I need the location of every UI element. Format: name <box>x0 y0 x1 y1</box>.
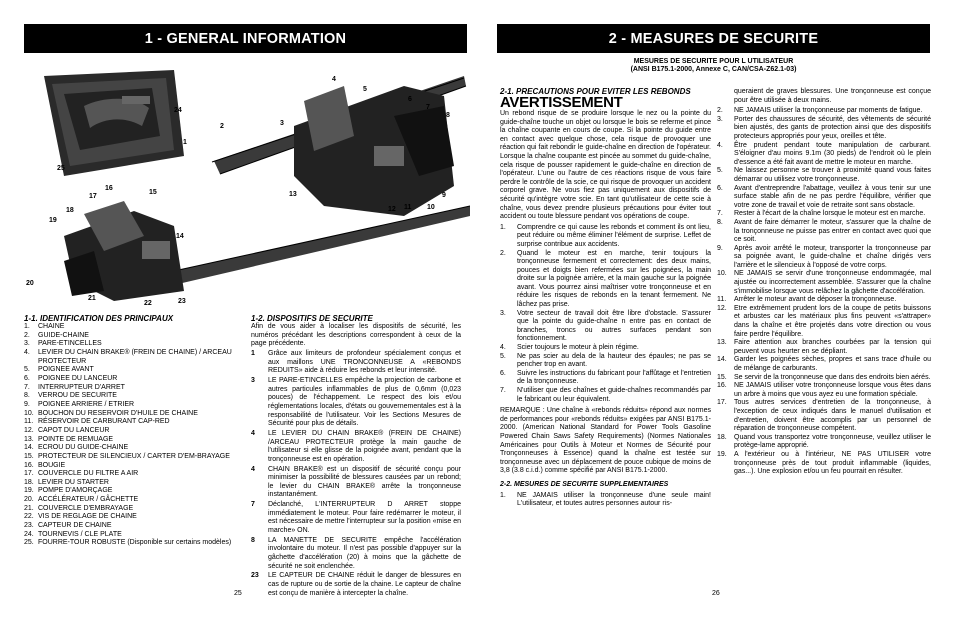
supplementary-item <box>717 374 931 383</box>
section-banner-measures-securite: 2 - MEASURES DE SECURITE <box>497 24 930 53</box>
callout-22: 22 <box>144 300 152 307</box>
callout-19: 19 <box>49 217 57 224</box>
item-number: 3. <box>24 340 30 348</box>
item-label: TOURNEVIS / CLE PLATE <box>38 530 122 538</box>
item-label: PARE-ETINCELLES <box>38 340 102 348</box>
device-number: 8 <box>251 536 255 544</box>
supplementary-number: 11. <box>717 296 727 304</box>
callout-25: 25 <box>57 165 65 172</box>
item-label: VERROU DE SECURITE <box>38 392 117 400</box>
item-number: 23. <box>24 522 34 530</box>
item-label: PROTECTEUR DE SILENCIEUX / CARTER D'EM-BRAYAGE <box>38 452 230 460</box>
supplementary-text: Après avoir arrêté le moteur, transporter la tronçonneuse par sa poignée avant, le guide-chaîne et chaîne dirigés vers l'arrière et le silencieux à l'opposé de votre corps. <box>734 244 931 269</box>
identification-item <box>24 349 234 366</box>
right-column-2 <box>717 88 931 477</box>
item-number: 16. <box>24 461 34 469</box>
identification-item <box>24 513 234 522</box>
callout-17: 17 <box>89 193 97 200</box>
supplementary-text: Tous autres services d'entretien de la tronçonneuse, à l'exception de ceux indiqués dans le manuel d'utilisation et d'entretien, doivent être accomplis par un personnel de réparation de tronçonneuse compétent. <box>734 399 931 433</box>
supplementary-item <box>717 296 931 305</box>
supplementary-text: Garder les poignées sèches, propres et sans trace d'huile ou de mélange de carburants. <box>734 356 931 372</box>
large-chainsaw-illustration <box>212 76 466 216</box>
supplementary-number: 4. <box>717 141 723 149</box>
callout-6: 6 <box>408 96 412 103</box>
supplementary-number: 18. <box>717 433 727 441</box>
item-label: LEVIER DU STARTER <box>38 478 109 486</box>
subtitle-line-1: MESURES DE SECURITE POUR L UTILISATEUR <box>633 58 794 65</box>
supplementary-item <box>717 219 931 245</box>
callout-13: 13 <box>289 191 297 198</box>
identification-item <box>24 418 234 427</box>
remarque-note: REMARQUE : Une chaîne à «rebonds réduits» répond aux normes de performances pour «rebonds réduits» exigées par ANSI B175.1-2000. (American National Standard for Power Tools Gasoline Powered Chain Saws Safety Requirements) (Normes Nationales Américaines pour Outils à Moteur et Normes de Sécurité pour Tronçonneuses à Essence) quand la chaîne est testée sur tronçonneuse avec un déplacement de pouce cubique de moins de 3,8 (3.8 c.i.d.) comme spécifié par ANSI B175.1-2000. <box>500 407 711 475</box>
callout-24: 24 <box>174 107 182 114</box>
identification-item <box>24 427 234 436</box>
item-label: COUVERCLE D'EMBRAYAGE <box>38 504 134 512</box>
identification-item <box>24 479 234 488</box>
item-number: 5. <box>24 366 30 374</box>
item-number: 20. <box>24 496 34 504</box>
identification-item <box>24 531 234 540</box>
item-label: POIGNEE AVANT <box>38 366 94 374</box>
supplementary-number: 6. <box>717 184 723 192</box>
warning-heading: AVERTISSEMENT <box>500 94 623 111</box>
item-label: POMPE D'AMORÇAGE <box>38 487 113 495</box>
precaution-item <box>500 344 711 353</box>
safety-device-item <box>251 537 461 572</box>
precaution-number: 7. <box>500 387 506 394</box>
supplementary-number: 13. <box>717 339 727 347</box>
supplementary-item <box>717 399 931 433</box>
device-number: 3 <box>251 376 255 384</box>
item-label: POINTE DE REMUAGE <box>38 435 114 443</box>
item-label: POIGNEE ARRIERE / ETRIER <box>38 400 135 408</box>
device-description: Grâce aux limiteurs de profondeur spécialement conçus et aux maillons UNE TRONCONNEUSE A «REBONDS REDUITS» aide à réduire les rebonds et leur intensité. <box>268 349 461 375</box>
device-number: 4 <box>251 429 255 437</box>
supplementary-number: 16. <box>717 382 727 390</box>
carrying-case-illustration <box>44 70 184 176</box>
precaution-number: 2. <box>500 249 506 257</box>
item-label: BOUGIE <box>38 461 66 469</box>
callout-11: 11 <box>404 204 412 211</box>
supplementary-heading: 2-2. MESURES DE SECURITE SUPPLEMENTAIRES <box>500 480 669 488</box>
supplementary-text: Etre extrêmement prudent lors de la coupe de petits buissons et arbustes car les matériaux plus fins peuvent «s'attraper» dans la chaîne et être projetés dans votre direction ou vous faire perdre l'équilibre. <box>734 304 931 338</box>
supplementary-number: 15. <box>717 373 727 381</box>
identification-item <box>24 505 234 514</box>
callout-23: 23 <box>178 298 186 305</box>
callout-16: 16 <box>105 185 113 192</box>
device-description: LE PARE-ETINCELLES empêche la projection de carbone et autres particules inflammables de plus de 0,6mm (0,023 pouces) de l'échappement. Le respect des lois et/ou réglementations locales, d'états ou gouvernementales est à la responsabilité de l'utilisateur. Voir les Sections Mesures de Sécurité pour plus de détails. <box>268 376 461 428</box>
item-label: CAPTEUR DE CHAINE <box>38 522 112 530</box>
precaution-item <box>500 353 711 370</box>
identification-item <box>24 401 234 410</box>
callout-3: 3 <box>280 120 284 127</box>
supplementary-number: 10. <box>717 270 727 278</box>
item-label: LEVIER DU CHAIN BRAKE® (FREIN DE CHAINE) / ARCEAU PROTECTEUR <box>38 348 232 365</box>
safety-device-item <box>251 572 461 598</box>
right-column-1 <box>500 88 711 509</box>
supplementary-text: A l'extérieur ou à l'intérieur, NE PAS UTILISER votre tronçonneuse près de tout produit inflammable (liquides, gas...). Une explosion et/ou un feu pourrait en résulter. <box>734 450 931 476</box>
supplementary-item <box>717 339 931 356</box>
supplementary-text: NE JAMAIS utiliser votre tronçonneuse lorsque vous êtes dans un arbre à moins que vous ayez eu une formation spéciale. <box>734 382 931 398</box>
item-label: CAPOT DU LANCEUR <box>38 426 110 434</box>
safety-device-item <box>251 430 461 465</box>
supplementary-text: Avant de faire démarrer le moteur, s'assurer que la chaîne de la tronçonneuse ne puisse pas entrer en contact avec quoi que ce soit. <box>734 218 931 244</box>
supplementary-item <box>717 451 931 477</box>
precaution-text: Suivre les instructions du fabricant pour l'affûtage et l'entretien de la tronçonneuse. <box>517 369 711 386</box>
callout-21: 21 <box>88 295 96 302</box>
identification-item <box>24 462 234 471</box>
callout-5: 5 <box>363 86 367 93</box>
identification-item <box>24 323 234 332</box>
item-number: 24. <box>24 530 34 538</box>
callout-20: 20 <box>26 280 34 287</box>
identification-heading: 1-1. IDENTIFICATION DES PRINCIPAUX <box>24 314 174 323</box>
precaution-text: Votre secteur de travail doit être libre d'obstacle. S'assurer que la pointe du guide-chaîne n entre pas en contact de branches, troncs ou autres surfaces pendant son fonctionnement. <box>517 309 711 343</box>
identification-item <box>24 375 234 384</box>
callout-8: 8 <box>446 112 450 119</box>
device-description: LA MANETTE DE SECURITE empêche l'accélération involontaire du moteur. Il n'est pas possible d'appuyer sur la gâchette d'accélération (20) à moins que la gâchette de sécurité ne soit enclenchée. <box>268 536 461 570</box>
supplementary-item <box>717 356 931 373</box>
safety-device-item <box>251 350 461 376</box>
subtitle-line-2: (ANSI B175.1-2000, Annexe C, CAN/CSA-Z62.1-03) <box>630 66 797 73</box>
precaution-item <box>500 370 711 387</box>
item-label: CHAINE <box>38 323 65 330</box>
item-label: ECROU DU GUIDE-CHAINE <box>38 444 129 452</box>
identification-item <box>24 539 234 548</box>
item-label: COUVERCLE DU FILTRE A AIR <box>38 470 139 478</box>
item-number: 8. <box>24 392 30 400</box>
chainsaw-diagram <box>24 66 470 310</box>
supplementary-item <box>717 116 931 142</box>
supplementary-item <box>717 107 931 116</box>
precaution-number: 6. <box>500 369 506 377</box>
identification-item <box>24 487 234 496</box>
item-number: 17. <box>24 470 34 478</box>
supplementary-item: 1. NE JAMAIS utiliser la tronçonneuse d'une seule main! L'utilisateur, et toutes autres personnes autour ris- <box>500 491 711 508</box>
precaution-text: Ne pas scier au dela de la hauteur des épaules; ne pas se pencher trop en avant. <box>517 352 711 369</box>
identification-item <box>24 332 234 341</box>
callout-9: 9 <box>442 192 446 199</box>
supplementary-text: NE JAMAIS se servir d'une tronçonneuse endommagée, mal ajustée ou incorrectement assemblée. S'assurer que la chaîne s'immobilise lorsque vous relâchez la gâchette d'accélération. <box>734 270 931 295</box>
callout-10: 10 <box>427 204 435 211</box>
small-chainsaw-illustration <box>64 201 470 301</box>
precaution-number: 5. <box>500 352 506 360</box>
identification-item <box>24 444 234 453</box>
device-number: 7 <box>251 501 255 509</box>
supplementary-text: Se servir de la tronçonneuse que dans des endroits bien aérés. <box>734 373 931 381</box>
device-number: 1 <box>251 349 255 357</box>
supplementary-text: Ne laissez personne se trouver à proximité quand vous faites démarrar ou utilisez votre tronçonneuse. <box>734 167 931 183</box>
precaution-number: 3. <box>500 309 506 317</box>
precaution-item <box>500 387 711 404</box>
precaution-number: 4. <box>500 344 506 352</box>
safety-device-item <box>251 501 461 536</box>
identification-item <box>24 392 234 401</box>
identification-item <box>24 366 234 375</box>
section-banner-general-information: 1 - GENERAL INFORMATION <box>24 24 467 53</box>
item-number: 13. <box>24 435 34 443</box>
supplementary-text: Être prudent pendant toute manipulation de carburant. S'éloigner d'au moins 9.1m (30 pieds) de l'endroit où le plein d'essence a été fait avant de mettre le moteur en marche. <box>734 141 931 166</box>
callout-7: 7 <box>426 104 430 111</box>
supplementary-number: 14. <box>717 356 727 364</box>
supplementary-number: 7. <box>717 210 723 218</box>
supplementary-item <box>717 210 931 219</box>
device-description: LE LEVIER DU CHAIN BRAKE® (FREIN DE CHAINE) /ARCEAU PROTECTEUR protège la main gauche de l'utilisateur si elle glisse de la poignée avant, pendant que la tronçonneuse est en opération. <box>268 429 461 463</box>
item-number: 2. <box>24 331 30 339</box>
safety-device-item <box>251 377 461 429</box>
precaution-text: Scier toujours le moteur à plein régime. <box>517 344 639 352</box>
supplementary-text: Avant d'entreprendre l'abattage, veuillez à vous tenir sur une surface stable afin de ne pas perdre l'équilibre, vérifier que votre zone de travail et voie de retraite sont sans obstacle. <box>734 184 931 209</box>
page-number-right: 26 <box>712 590 720 597</box>
callout-14: 14 <box>176 233 184 240</box>
safety-devices-block <box>251 323 461 598</box>
device-description: CHAIN BRAKE® est un dispositif de sécurité conçu pour minimiser la possibilité de blessures causées par un rebond; le levier du CHAIN BRAKE® arrête la tronçonneuse instantanément. <box>268 465 461 499</box>
supplementary-number: 8. <box>717 218 723 226</box>
item-number: 21. <box>24 504 34 512</box>
callout-12: 12 <box>388 206 396 213</box>
supplementary-text: Arrêter le moteur avant de déposer la tronçonneuse. <box>734 296 897 304</box>
supplementary-item <box>717 434 931 451</box>
item-number: 12. <box>24 426 34 434</box>
item-number: 25. <box>24 539 34 547</box>
supplementary-item <box>717 167 931 184</box>
subtitle-block <box>497 58 930 74</box>
continued-paragraph: queraient de graves blessures. Une tronçonneuse est conçue pour être utilisée à deux mains. <box>734 88 931 104</box>
precaution-item <box>500 224 711 250</box>
supplementary-number: 2. <box>717 107 723 115</box>
item-label: FOURRE-TOUR ROBUSTE (Disponible sur certains modèles) <box>38 539 232 547</box>
kickback-intro: Un rebond risque de se produire lorsque le nez ou la pointe du guide-chaîne touche un objet ou lorsque le bois se referme et pince la chaîne coupante en cours de coupe. Si la pointe du guide entre en contact avec quelque chose, cela risque de provoquer une réaction qui fait rebondir le guide-chaîne en direction de l'opérateur. Lorsque la chaîne coupante est pincée au sommet du guide-chaîne, cela risque de pousser rapidement le guide-chaîne en direction de l'opérateur. L'une ou l'autre de ces réactions risque de vous faire perdre le contrôle de la scie, ce qui risque de provoquer un accident corporel grave. Ne vous fiez pas uniquement aux dispositifs de sécurité qu'intègre votre scie. En tant qu'utilisateur de cette scie à chaîne, vous devez prendre plusieurs précautions pour éviter tout accident ou toute blessure pendant vos opérations de coupe. <box>500 110 711 221</box>
item-number: 22. <box>24 513 34 521</box>
item-number: 1. <box>24 323 30 330</box>
device-number: 4 <box>251 465 255 473</box>
callout-18: 18 <box>66 207 74 214</box>
identification-list <box>24 323 234 548</box>
supplementary-text: Porter des chaussures de sécurité, des vêtements de sécurité bien ajustés, des gants de protection ainsi que des dispositifs protecteurs appropriés pour yeux, oreilles et tête. <box>734 115 931 140</box>
precaution-text: Comprendre ce qui cause les rebonds et comment ils ont lieu, peut réduire ou même éliminer l'élément de surprise. Leffet de surprise contribue aux accidents. <box>517 223 711 248</box>
supplementary-number: 9. <box>717 244 723 252</box>
supplementary-item <box>717 142 931 168</box>
item-number: 15. <box>24 452 34 460</box>
supplementary-text: Rester à l'écart de la chaîne lorsque le moteur est en marche. <box>734 210 926 218</box>
supplementary-item <box>717 185 931 211</box>
device-description: Déclanché, L'INTERRUPTEUR D ARRET stoppe immédiatement le moteur. Pour faire redémarrer le moteur, il est nécessaire de mettre l'interrupteur sur la position «mise en marche» ON. <box>268 501 461 535</box>
supplementary-number: 3. <box>717 115 723 123</box>
precaution-item <box>500 250 711 310</box>
precaution-item <box>500 310 711 344</box>
callout-1: 1 <box>183 139 187 146</box>
callout-15: 15 <box>149 189 157 196</box>
item-number: 19. <box>24 487 34 495</box>
safety-devices-intro: Afin de vous aider à localiser les dispositifs de sécurité, les numéros précédant les descriptions correspondent à ceux de la page précédente. <box>251 323 461 348</box>
item-label: ACCÉLÉRATEUR / GÂCHETTE <box>38 496 139 504</box>
kickback-heading: 2-1. PRECAUTIONS POUR EVITER LES REBONDS <box>500 87 691 96</box>
supplementary-item <box>717 305 931 339</box>
item-number: 14. <box>24 444 34 452</box>
precaution-text: N'utiliser que des chaînes et guide-chaînes recommandés par le fabricant ou leur équivalent. <box>517 387 711 403</box>
supplementary-item <box>717 382 931 399</box>
item-number: 10. <box>24 409 34 417</box>
device-description: LE CAPTEUR DE CHAINE réduit le danger de blessures en cas de rupture ou de sortie de la chaine. Le capteur de chaîne est conçu de manière à intercepter la chaîne. <box>268 572 461 597</box>
item-label: GUIDE-CHAINE <box>38 331 89 339</box>
item-label: BOUCHON DU RESERVOIR D'HUILE DE CHAINE <box>38 409 198 417</box>
identification-item <box>24 453 234 462</box>
supplementary-item <box>717 245 931 271</box>
item-label: POIGNEE DU LANCEUR <box>38 374 118 382</box>
callout-2: 2 <box>220 123 224 130</box>
supplementary-number: 12. <box>717 304 727 312</box>
item-number: 11. <box>24 418 34 426</box>
supplementary-text: Faire attention aux branches courbées par la tension qui peuvent vous heurter en se dépliant. <box>734 339 931 355</box>
item-number: 7. <box>24 383 30 391</box>
item-number: 9. <box>24 400 30 408</box>
identification-item <box>24 340 234 349</box>
item-label: VIS DE REGLAGE DE CHAINE <box>38 513 137 521</box>
identification-item <box>24 522 234 531</box>
device-number: 23 <box>251 572 259 580</box>
callout-4: 4 <box>332 76 336 83</box>
precaution-text: Quand le moteur est en marche, tenir toujours la tronçonneuse fermement et correctement: des deux mains, pouces et doigts bien refermées sur les poignées, la main droite sur la poignée arrière, et la main gauche sur la poignée avant. Vous pourrez ainsi maîtriser votre tronçonneuse et en réduire les risques de rebonds en la tenant fermement. Ne lâchez pas prise. <box>517 249 711 309</box>
supplementary-text: Quand vous transportez votre tronçonneuse, veuillez utiliser le protège-lame approprié. <box>734 433 931 450</box>
precaution-number: 1. <box>500 223 506 231</box>
identification-item <box>24 496 234 505</box>
page-number-left: 25 <box>234 590 242 597</box>
identification-item <box>24 436 234 445</box>
supplementary-number: 17. <box>717 399 727 407</box>
chainsaw-illustration <box>24 66 470 310</box>
identification-item <box>24 410 234 419</box>
identification-item <box>24 470 234 479</box>
item-label: INTERRUPTEUR D'ARRET <box>38 383 125 391</box>
item-number: 18. <box>24 478 34 486</box>
supplementary-text: NE JAMAIS utiliser la tronçonneuse par moments de fatigue. <box>734 107 923 115</box>
identification-item <box>24 384 234 393</box>
supplementary-number: 5. <box>717 167 723 175</box>
safety-device-item <box>251 466 461 501</box>
supplementary-number: 19. <box>717 450 727 458</box>
item-number: 6. <box>24 374 30 382</box>
safety-devices-heading: 1-2. DISPOSITIFS DE SECURITE <box>251 314 373 323</box>
item-number: 4. <box>24 348 30 356</box>
supplementary-item <box>717 270 931 296</box>
item-label: RÉSERVOIR DE CARBURANT CAP-RED <box>38 418 170 426</box>
